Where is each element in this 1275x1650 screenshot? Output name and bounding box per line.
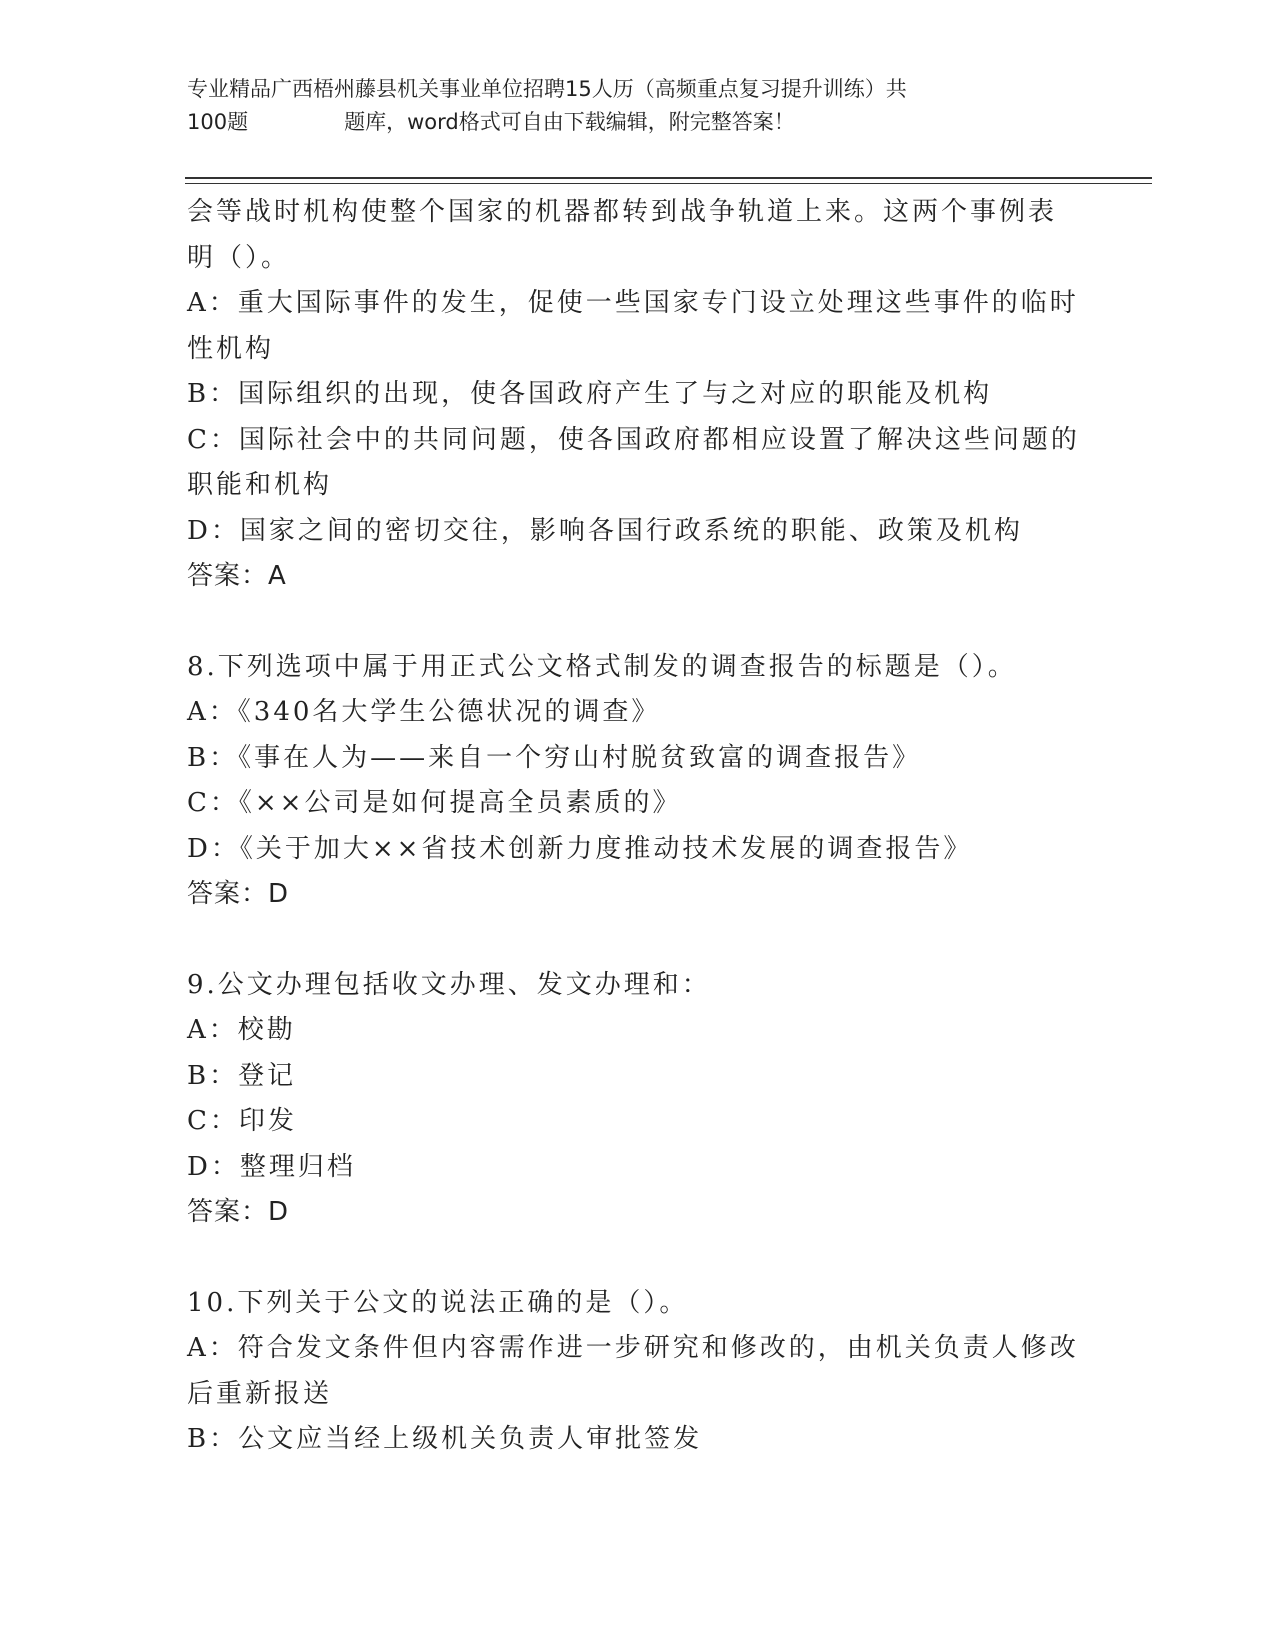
- option-a-cont: 性机构: [187, 333, 275, 364]
- question-10: [187, 1281, 1087, 1463]
- option-d: D：国家之间的密切交往，影响各国行政系统的职能、政策及机构: [187, 515, 1023, 546]
- option-a: A：重大国际事件的发生，促使一些国家专门设立处理这些事件的临时: [187, 288, 1079, 318]
- header-line-2-right: 题库，word格式可自由下载编辑，附完整答案！: [344, 110, 795, 134]
- option-d: D：《关于加大××省技术创新力度推动技术发展的调查报告》: [187, 833, 973, 864]
- option-b: B：国际组织的出现，使各国政府产生了与之对应的职能及机构: [187, 379, 993, 409]
- question-text: 9.公文办理包括收文办理、发文办理和：: [187, 969, 711, 1000]
- document-body: [187, 190, 1087, 1508]
- question-8: [187, 645, 1087, 918]
- header-line-2-left: 100题: [187, 110, 249, 134]
- header-line-2: [187, 106, 1067, 139]
- option-c: C：国际社会中的共同问题，使各国政府都相应设置了解决这些问题的: [187, 424, 1080, 455]
- question-text: 会等战时机构使整个国家的机器都转到战争轨道上来。这两个事例表: [187, 197, 1058, 227]
- question-text: 10.下列关于公文的说法正确的是（）。: [187, 1287, 689, 1318]
- option-a: A：符合发文条件但内容需作进一步研究和修改的，由机关负责人修改: [187, 1333, 1079, 1363]
- option-b: B：《事在人为——来自一个穷山村脱贫致富的调查报告》: [187, 742, 922, 773]
- answer: 答案：A: [187, 561, 287, 591]
- document-header: [187, 73, 1067, 139]
- option-c: C：《××公司是如何提高全员素质的》: [187, 788, 682, 818]
- header-divider-thin: [185, 183, 1152, 184]
- question-9: [187, 963, 1087, 1236]
- header-line-1: 专业精品广西梧州藤县机关事业单位招聘15人历（高频重点复习提升训练）共: [187, 77, 907, 101]
- option-b: B：公文应当经上级机关负责人审批签发: [187, 1424, 703, 1454]
- answer: 答案：D: [187, 1197, 290, 1227]
- option-d: D：整理归档: [187, 1151, 356, 1182]
- option-b: B：登记: [187, 1060, 297, 1091]
- option-c: C：印发: [187, 1106, 297, 1136]
- question-text: 8.下列选项中属于用正式公文格式制发的调查报告的标题是（）。: [187, 651, 1017, 682]
- question-text: 明（）。: [187, 242, 291, 273]
- answer: 答案：D: [187, 879, 290, 909]
- option-a-cont: 后重新报送: [187, 1378, 333, 1409]
- header-divider-thick: [185, 177, 1152, 179]
- option-a: A：《340名大学生公德状况的调查》: [187, 697, 661, 727]
- option-a: A：校勘: [187, 1015, 296, 1045]
- question-7: [187, 190, 1087, 600]
- option-c-cont: 职能和机构: [187, 470, 333, 500]
